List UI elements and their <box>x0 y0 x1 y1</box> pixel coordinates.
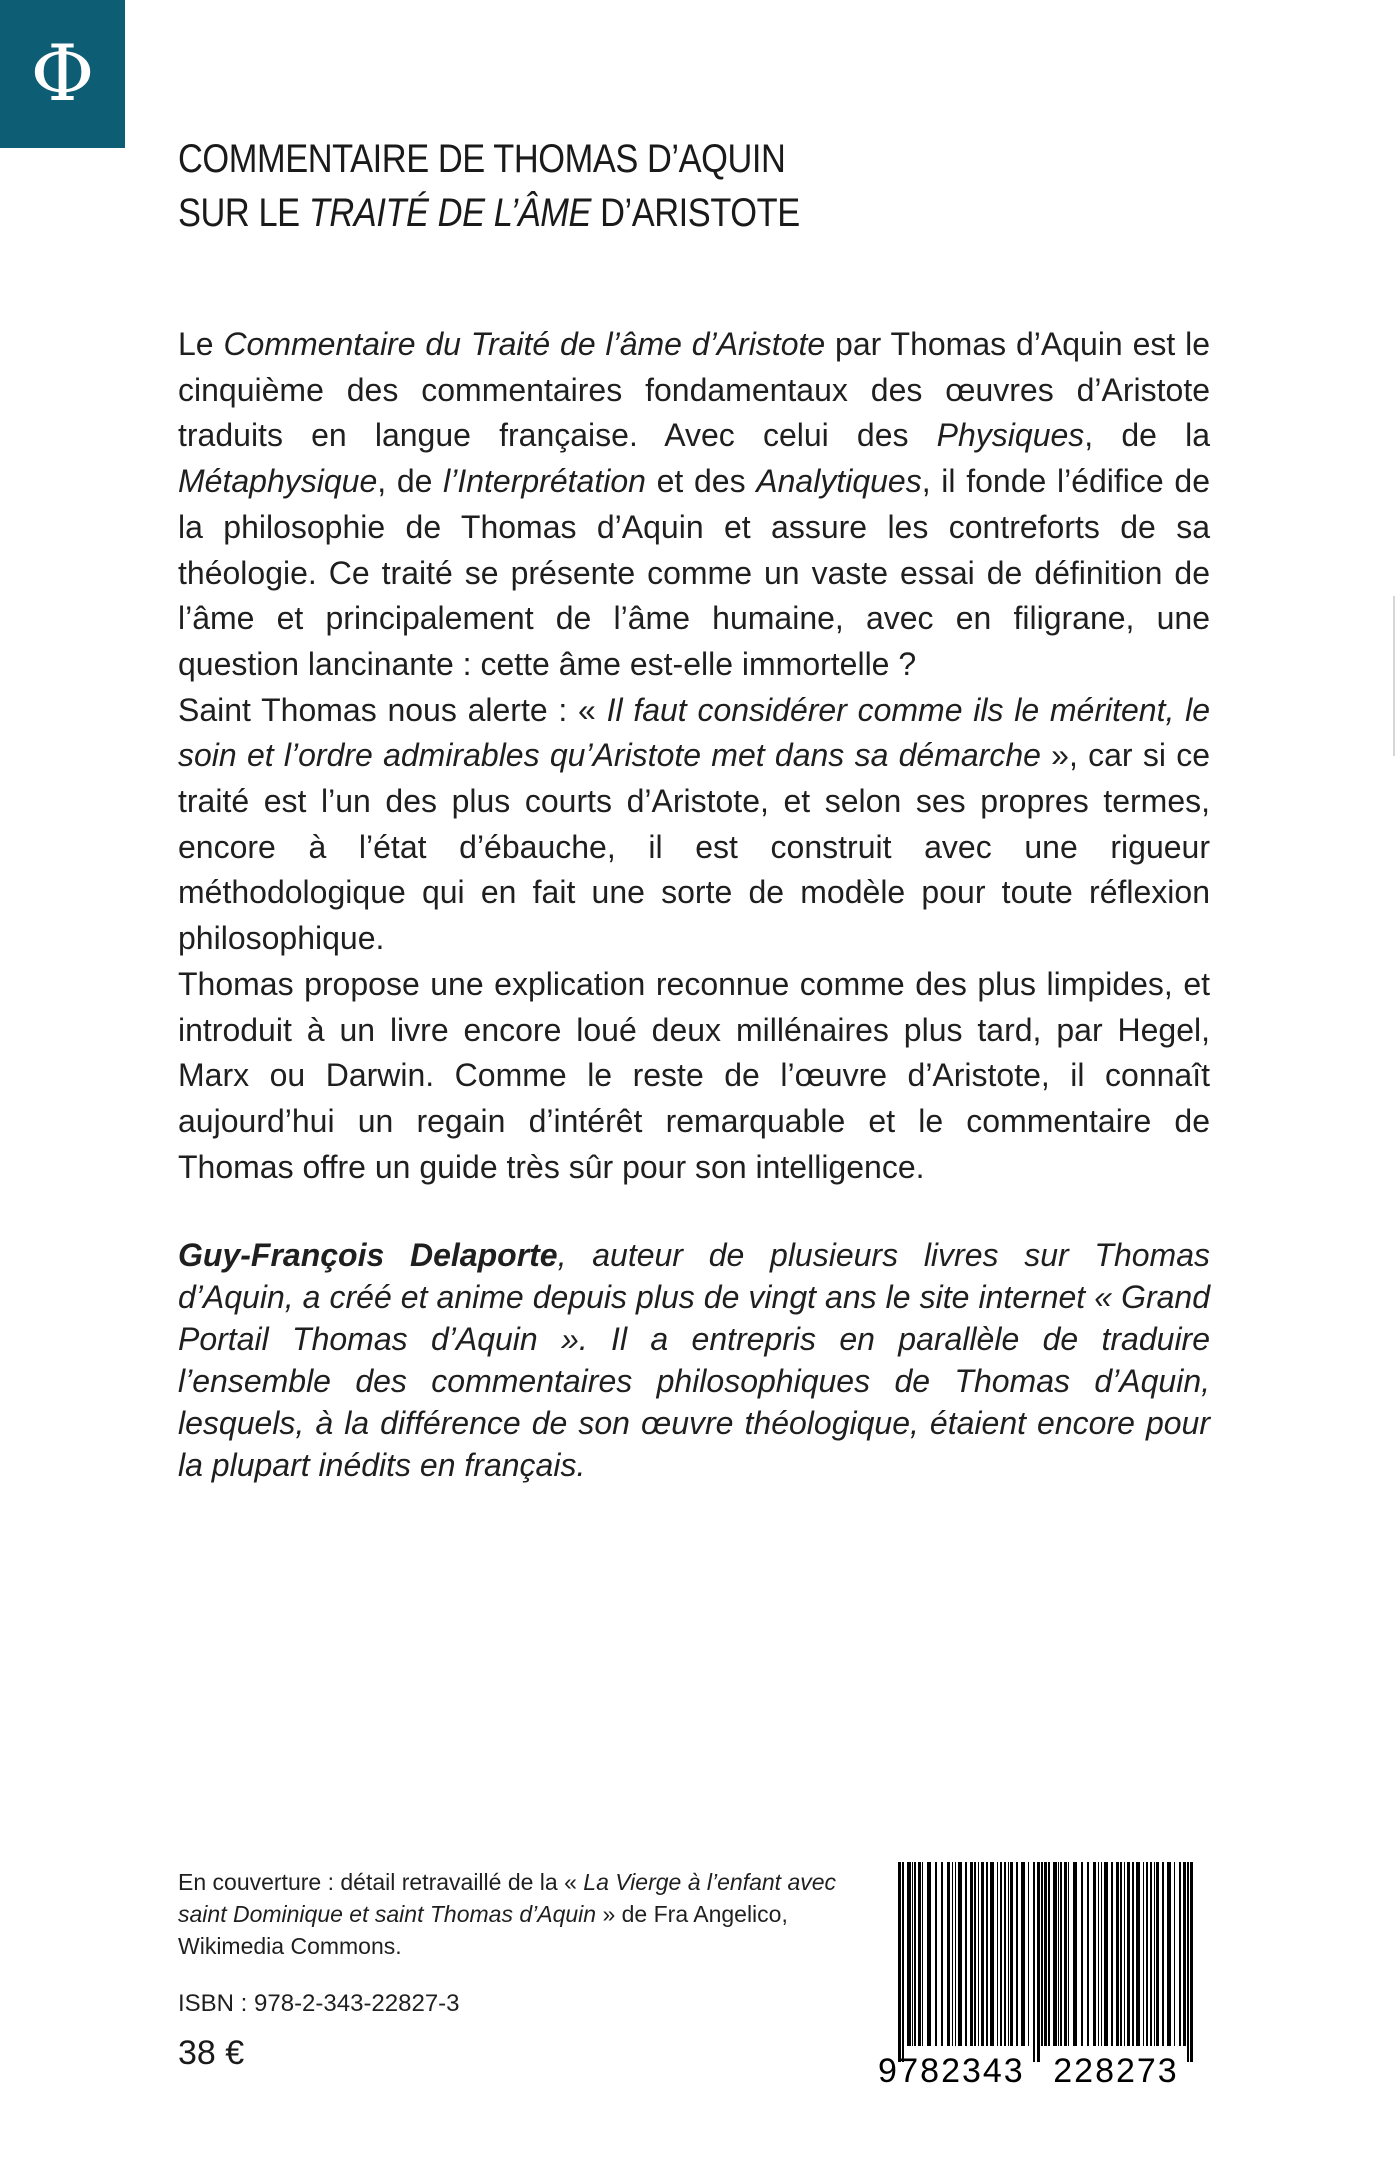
text-run: » de Fra Angelico, Wikimedia Commons. <box>178 1901 788 1959</box>
title-line-1: COMMENTAIRE DE THOMAS D’AQUIN <box>178 137 786 181</box>
barcode-bar <box>1010 1862 1013 2046</box>
barcode-bar <box>970 1862 973 2046</box>
barcode-bar <box>1143 1862 1144 2046</box>
barcode-bar <box>1058 1862 1059 2046</box>
summary-paragraph-1 <box>178 322 1210 688</box>
barcode-bar <box>1000 1862 1002 2046</box>
barcode-bar <box>1093 1862 1096 2046</box>
summary-text <box>178 322 1210 1190</box>
text-run: Saint Thomas nous alerte : « <box>178 691 607 728</box>
barcode-bar <box>965 1862 967 2046</box>
barcode-bar <box>1132 1862 1134 2046</box>
barcode-bar <box>1044 1862 1047 2046</box>
barcode-bar <box>1150 1862 1152 2046</box>
barcode-bar <box>997 1862 998 2046</box>
barcode <box>872 1862 1202 2088</box>
title-line-2-prefix: SUR LE <box>178 191 309 235</box>
barcode-bar <box>914 1862 916 2046</box>
italic-run: l’Interprétation <box>443 463 646 500</box>
barcode-bar <box>1104 1862 1108 2046</box>
barcode-bar <box>1033 1862 1035 2062</box>
barcode-bar <box>935 1862 937 2046</box>
barcode-bar <box>912 1862 913 2046</box>
barcode-bar <box>898 1862 901 2062</box>
phi-logo-icon: Φ <box>30 29 95 119</box>
text-run: , de la <box>1084 417 1210 454</box>
title-line-2 <box>178 186 1038 240</box>
barcode-first-digit: 9 <box>878 2052 897 2088</box>
barcode-bar <box>1021 1862 1025 2046</box>
barcode-bar <box>902 1862 904 2062</box>
barcode-bar <box>1068 1862 1069 2046</box>
barcode-bar <box>1098 1862 1099 2046</box>
barcode-bar <box>1016 1862 1018 2046</box>
barcode-bar <box>918 1862 921 2046</box>
barcode-bar <box>955 1862 956 2046</box>
text-run: », car si ce traité est l’un des plus courts d’Aristote, et selon ses propres termes, encore à l’état d’ébauche, il est construit avec une rigueur méthodologique qui en fait une sorte de modèle pour toute réflexion philosophique. <box>178 737 1211 957</box>
text-run: et des <box>645 463 757 500</box>
barcode-bar <box>941 1862 943 2046</box>
barcode-bar <box>1187 1862 1189 2062</box>
text-run: Le <box>178 326 224 362</box>
barcode-bar <box>1008 1862 1009 2046</box>
title-line-2-suffix: D’ARISTOTE <box>591 191 800 235</box>
barcode-digits-left: 782343 <box>899 2052 1025 2088</box>
barcode-bar <box>1156 1862 1159 2046</box>
book-title <box>178 132 1038 240</box>
barcode-bar <box>1167 1862 1171 2046</box>
publisher-logo <box>0 0 125 148</box>
barcode-bar <box>978 1862 979 2046</box>
barcode-bar <box>1081 1862 1083 2046</box>
italic-run: Métaphysique <box>178 463 378 500</box>
barcode-bar <box>907 1862 911 2046</box>
barcode-bar <box>922 1862 923 2046</box>
barcode-bar <box>981 1862 984 2046</box>
barcode-bar <box>1179 1862 1181 2046</box>
barcode-bar <box>1183 1862 1186 2046</box>
summary-paragraph-2 <box>178 688 1210 962</box>
barcode-bar <box>1154 1862 1155 2046</box>
isbn-label: ISBN : 978-2-343-22827-3 <box>178 1990 460 2017</box>
italic-run: Commentaire du Traité de l’âme d’Aristote <box>223 326 826 362</box>
author-paragraph <box>178 1234 1210 1486</box>
italic-run: Analytiques <box>756 463 922 500</box>
barcode-bar <box>1162 1862 1164 2046</box>
quote-italic: Il faut considérer comme ils le méritent, le soin et l’ordre admirables qu’Aristote met dans sa démarche <box>178 691 1211 774</box>
barcode-bar <box>1116 1862 1119 2046</box>
text-run: par Thomas d’Aquin est le cinquième des commentaires fondamentaux des œuvres d’Aristote traduits en langue française. Avec celui des <box>178 326 1211 454</box>
title-work-name: TRAITÉ DE L’ÂME <box>308 191 592 235</box>
barcode-bar <box>1064 1862 1067 2046</box>
barcode-bar <box>1190 1862 1193 2062</box>
edge-divider <box>1393 596 1395 756</box>
artwork-title: La Vierge à l’enfant avec saint Dominique et saint Thomas d’Aquin <box>178 1869 837 1927</box>
barcode-bar <box>1028 1862 1029 2046</box>
author-bio-text: , auteur de plusieurs livres sur Thomas d’Aquin, a créé et anime depuis plus de vingt ans le site internet « Grand Portail Thomas d’Aquin ». Il a entrepris en parallèle de traduire l’ensemble des commentaires philosophiques de Thomas d’Aquin, lesquels, à la différence de son œuvre théologique, étaient encore pour la plupart inédits en français. <box>178 1237 1210 1483</box>
barcode-digits-right: 228273 <box>1053 2052 1179 2088</box>
barcode-bar <box>1124 1862 1125 2046</box>
barcode-bar <box>974 1862 976 2046</box>
text-run: , il fonde l’édifice de la philosophie de Thomas d’Aquin et assure les contreforts de sa théologie. Ce traité se présente comme un vaste essai de définition de l’âme et principalement de l’âme humaine, avec en filigrane, une question lancinante : cette âme est-elle immortelle ? <box>178 463 1211 682</box>
barcode-bar <box>1048 1862 1050 2046</box>
text-run: En couverture : détail retravaillé de la « <box>178 1869 584 1895</box>
barcode-bar <box>927 1862 931 2046</box>
cover-credit <box>178 1866 858 1962</box>
barcode-bar <box>1004 1862 1006 2046</box>
barcode-bar <box>1136 1862 1140 2046</box>
author-name: Guy-François Delaporte <box>178 1237 558 1273</box>
barcode-bar <box>1146 1862 1148 2046</box>
barcode-bar <box>1111 1862 1113 2046</box>
barcode-bar <box>1101 1862 1102 2046</box>
author-bio <box>178 1234 1210 1486</box>
text-run: , de <box>377 463 444 500</box>
barcode-bar <box>1060 1862 1062 2046</box>
barcode-bar <box>1053 1862 1057 2046</box>
barcode-bar <box>1174 1862 1175 2046</box>
barcode-bar <box>1087 1862 1089 2046</box>
barcode-bar <box>1037 1862 1040 2062</box>
barcode-bar <box>990 1862 994 2046</box>
barcode-bar <box>952 1862 953 2046</box>
price-label: 38 € <box>178 2034 245 2072</box>
barcode-bar <box>1127 1862 1130 2046</box>
barcode-bar <box>986 1862 988 2046</box>
barcode-bar <box>1073 1862 1077 2046</box>
barcode-bar <box>1041 1862 1043 2046</box>
barcode-bar <box>958 1862 962 2046</box>
italic-run: Physiques <box>936 417 1085 454</box>
barcode-bar <box>947 1862 950 2046</box>
barcode-bar <box>1120 1862 1122 2046</box>
summary-paragraph-3: Thomas propose une explication reconnue comme des plus limpides, et introduit à un livre encore loué deux millénaires plus tard, par Hegel, Marx ou Darwin. Comme le reste de l’œuvre d’Aristote, il connaît aujourd’hui un regain d’intérêt remarquable et le commentaire de Thomas offre un guide très sûr pour son intelligence. <box>178 965 1210 1185</box>
